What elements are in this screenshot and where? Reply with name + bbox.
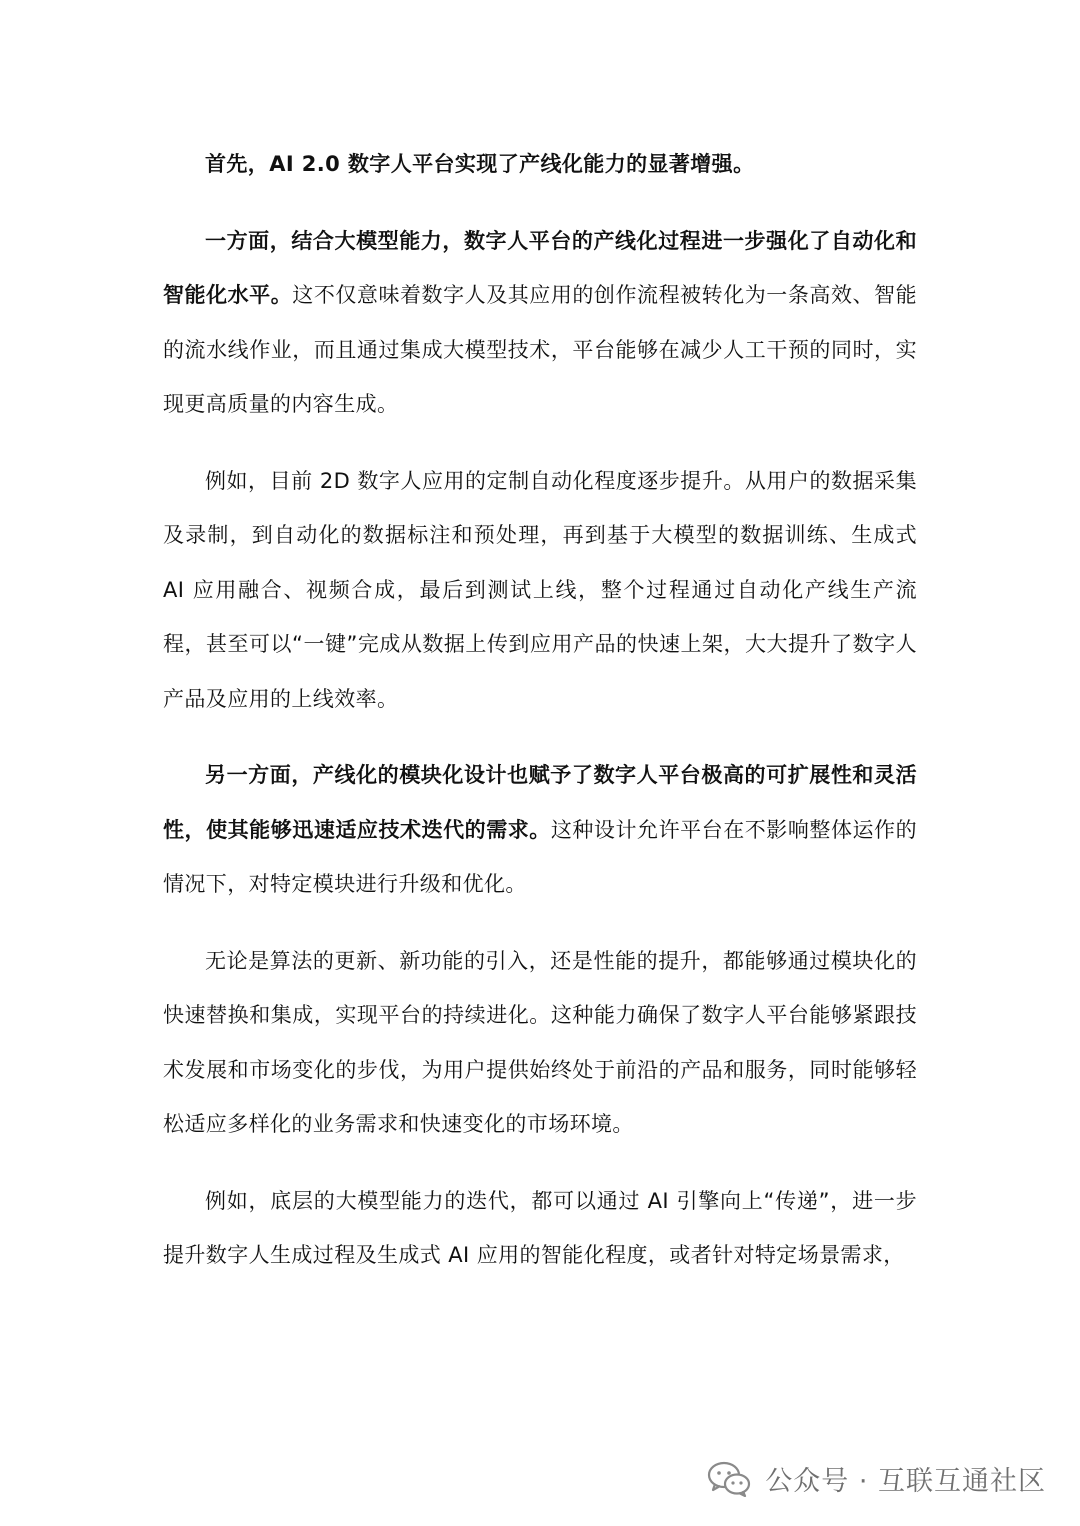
paragraph-2: [163, 214, 917, 432]
paragraph-3-text: 例如，目前 2D 数字人应用的定制自动化程度逐步提升。从用户的数据采集及录制，到自动化的数据标注和预处理，再到基于大模型的数据训练、生成式 AI 应用融合、视频合成，最后到测试上线，整个过程通过自动化产线生产流程，甚至可以“一键”完成从数据上传到应用产品的快速上架，大大提升了数字人产品及应用的上线效率。: [163, 468, 917, 711]
wechat-icon: [707, 1461, 751, 1497]
paragraph-4-text: 这种设计允许平台在不影响整体运作的情况下，对特定模块进行升级和优化。: [163, 817, 917, 896]
paragraph-3: [163, 454, 917, 727]
paragraph-4-bold: 另一方面，产线化的模块化设计也赋予了数字人平台极高的可扩展性和灵活性，使其能够迅速适应技术迭代的需求。: [163, 763, 917, 842]
paragraph-5: [163, 934, 917, 1152]
paragraph-6: [163, 1174, 917, 1283]
paragraph-1-bold: 首先，AI 2.0 数字人平台实现了产线化能力的显著增强。: [205, 152, 755, 176]
paragraph-2-text: 这不仅意味着数字人及其应用的创作流程被转化为一条高效、智能的流水线作业，而且通过集成大模型技术，平台能够在减少人工干预的同时，实现更高质量的内容生成。: [163, 283, 917, 416]
paragraph-2-bold: 一方面，结合大模型能力，数字人平台的产线化过程进一步强化了自动化和智能化水平。: [163, 228, 917, 307]
wechat-watermark: [707, 1459, 1046, 1498]
paragraph-6-text: 例如，底层的大模型能力的迭代，都可以通过 AI 引擎向上“传递”，进一步提升数字人生成过程及生成式 AI 应用的智能化程度，或者针对特定场景需求，: [163, 1188, 917, 1267]
paragraph-4: [163, 748, 917, 912]
paragraph-5-text: 无论是算法的更新、新功能的引入，还是性能的提升，都能够通过模块化的快速替换和集成，实现平台的持续进化。这种能力确保了数字人平台能够紧跟技术发展和市场变化的步伐，为用户提供始终处于前沿的产品和服务，同时能够轻松适应多样化的业务需求和快速变化的市场环境。: [163, 948, 917, 1136]
paragraph-1: [163, 137, 917, 192]
watermark-label: 公众号 · 互联互通社区: [765, 1466, 1046, 1497]
document-body: [163, 137, 917, 1283]
